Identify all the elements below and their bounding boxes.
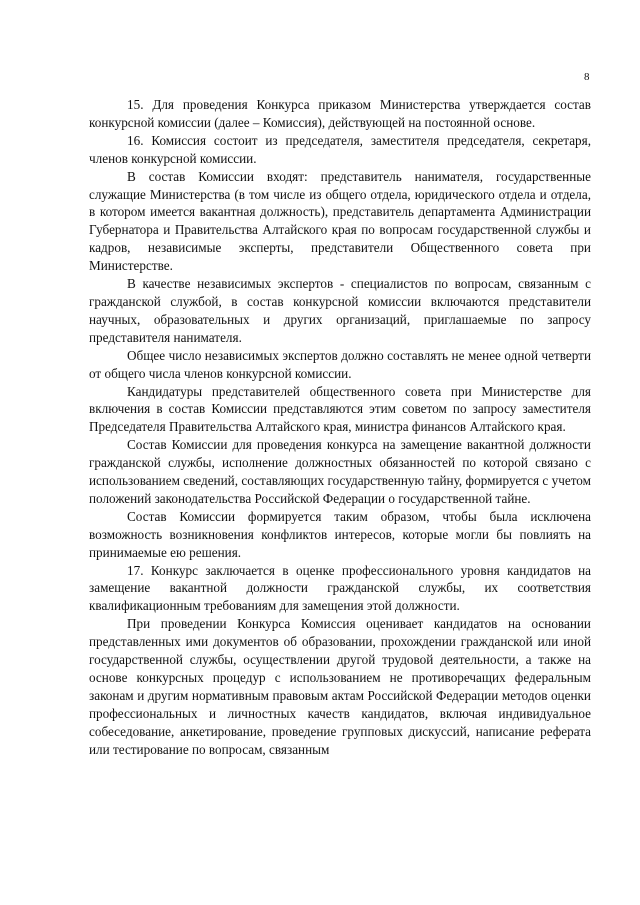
paragraph-16: 16. Комиссия состоит из председателя, заместителя председателя, секретаря, членов конкурсной комиссии. <box>89 132 591 166</box>
document-body <box>89 96 591 759</box>
paragraph-independent-experts: В качестве независимых экспертов - специалистов по вопросам, связанным с гражданской службой, в состав конкурсной комиссии включаются представители научных, образовательных и других организаций, приглашаемые по запросу представителя нанимателя. <box>89 276 591 345</box>
paragraph-state-secret: Состав Комиссии для проведения конкурса на замещение вакантной должности гражданской службы, исполнение должностных обязанностей по которой связано с использованием сведений, составляющих государственную тайну, формируется с учетом положений законодательства Российской Федерации о государственной тайне. <box>89 437 591 506</box>
paragraph-commission-members: В состав Комиссии входят: представитель нанимателя, государственные служащие Министерства (в том числе из общего отдела, юридического отдела и отдела, в котором имеется вакантная должность), представитель департамента Администрации Губернатора и Правительства Алтайского края по вопросам государственной службы и кадров, независимые эксперты, представители Общественного совета при Министерстве. <box>89 168 591 274</box>
paragraph-conflict-of-interest: Состав Комиссии формируется таким образом, чтобы была исключена возможность возникновения конфликтов интересов, которые могли бы повлиять на принимаемые ею решения. <box>89 508 591 560</box>
paragraph-15: 15. Для проведения Конкурса приказом Министерства утверждается состав конкурсной комиссии (далее – Комиссия), действующей на постоянной основе. <box>89 97 591 130</box>
paragraph-council-candidates: Кандидатуры представителей общественного совета при Министерстве для включения в состав Комиссии представляются этим советом по запросу заместителя Председателя Правительства Алтайского края, министра финансов Алтайского края. <box>89 383 591 435</box>
paragraph-17: 17. Конкурс заключается в оценке профессионального уровня кандидатов на замещение вакантной должности гражданской службы, их соответствия квалификационным требованиям для замещения этой должности. <box>89 562 591 614</box>
paragraph-experts-quota: Общее число независимых экспертов должно составлять не менее одной четверти от общего числа членов конкурсной комиссии. <box>89 347 591 381</box>
page-number: 8 <box>584 71 590 83</box>
paragraph-evaluation-methods: При проведении Конкурса Комиссия оценивает кандидатов на основании представленных ими документов об образовании, прохождении гражданской или иной государственной службы, осуществлении другой трудовой деятельности, а также на основе конкурсных процедур с использованием не противоречащих федеральным законам и другим нормативным правовым актам Российской Федерации методов оценки профессиональных и личностных качеств кандидатов, включая индивидуальное собеседование, анкетирование, проведение групповых дискуссий, написание реферата или тестирование по вопросам, связанным <box>89 616 591 757</box>
